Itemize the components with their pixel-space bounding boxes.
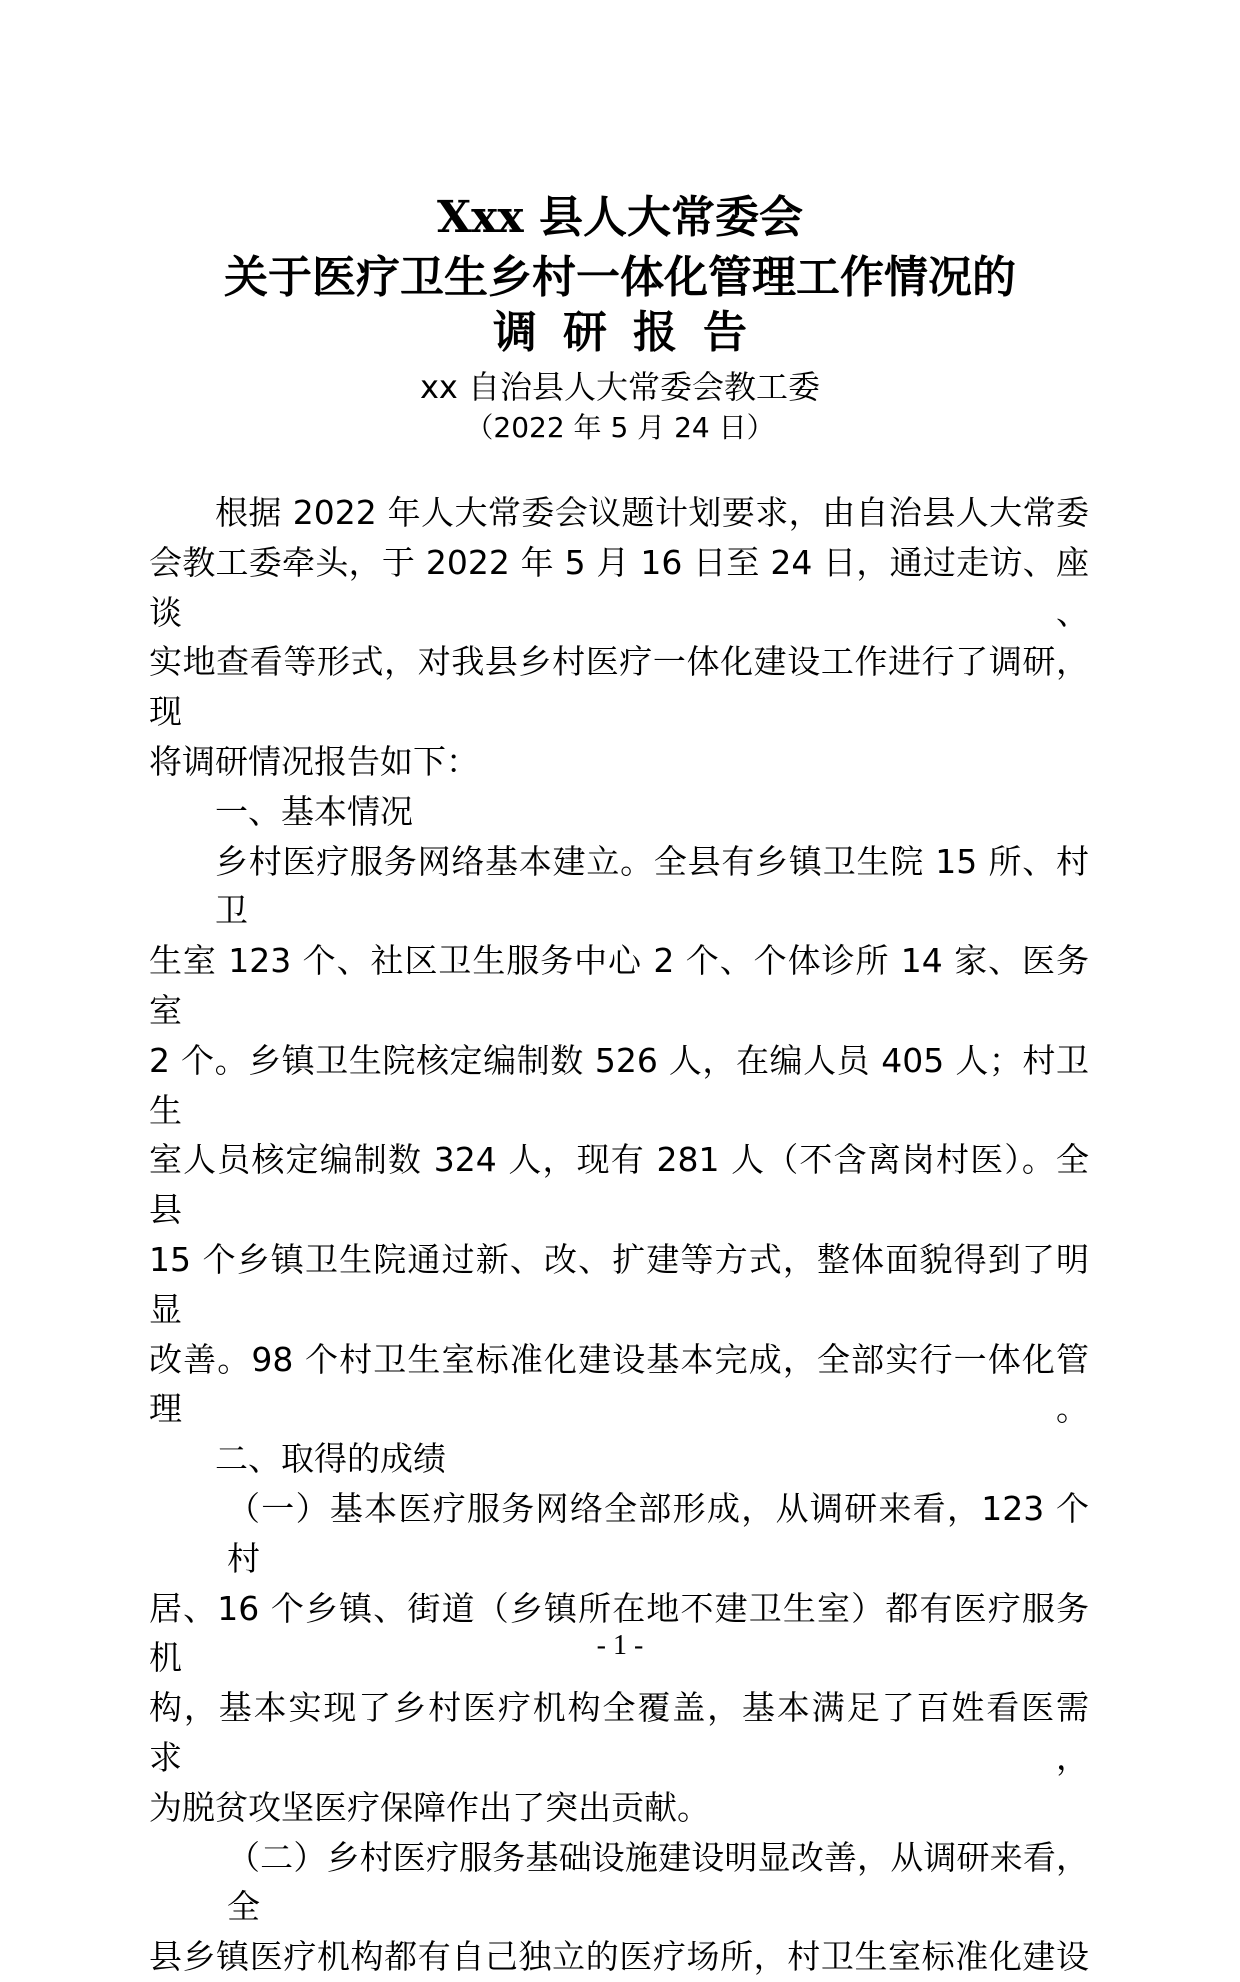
text-line: 乡村医疗服务网络基本建立。全县有乡镇卫生院 15 所、村卫 (215, 841, 1089, 931)
report-date: （2022 年 5 月 24 日） (465, 411, 775, 444)
text-line: 15 个乡镇卫生院通过新、改、扩建等方式，整体面貌得到了明显 (149, 1239, 1089, 1329)
section-heading-1: 一、基本情况 (215, 791, 413, 831)
text-line: 实地查看等形式，对我县乡村医疗一体化建设工作进行了调研，现 (149, 642, 1089, 732)
paragraph-intro (149, 488, 1089, 787)
text-line: 为脱贫攻坚医疗保障作出了突出贡献。 (149, 1787, 710, 1827)
section-heading-2: 二、取得的成绩 (215, 1439, 446, 1479)
text-line: 县乡镇医疗机构都有自己独立的医疗场所，村卫生室标准化建设 (149, 1937, 1089, 1977)
paragraph-basic-situation (149, 837, 1089, 1435)
text-line: （二）乡村医疗服务基础设施建设明显改善，从调研来看，全 (227, 1837, 1089, 1927)
issuer: xx 自治县人大常委会教工委 (419, 368, 821, 406)
text-line: 根据 2022 年人大常委会议题计划要求，由自治县人大常委 (215, 493, 1089, 532)
text-line: 会教工委牵头，于 2022 年 5 月 16 日至 24 日，通过走访、座谈、 (149, 542, 1089, 632)
title-line-3: 调研报告 (493, 307, 773, 358)
text-line: （一）基本医疗服务网络全部形成，从调研来看，123 个村 (227, 1488, 1089, 1578)
title-line-2: 关于医疗卫生乡村一体化管理工作情况的 (224, 252, 1016, 303)
page-number: - 1 - (596, 1630, 644, 1661)
text-line: 室人员核定编制数 324 人，现有 281 人（不含离岗村医）。全县 (149, 1140, 1089, 1230)
paragraph-achievement-2 (149, 1833, 1089, 1982)
text-line: 构，基本实现了乡村医疗机构全覆盖，基本满足了百姓看医需求， (149, 1688, 1089, 1777)
title-line-1: Xxx 县人大常委会 (437, 192, 803, 243)
text-line: 将调研情况报告如下： (149, 741, 479, 781)
document-body (149, 488, 1089, 1982)
text-line: 改善。98 个村卫生室标准化建设基本完成，全部实行一体化管理。 (149, 1339, 1089, 1429)
text-line: 生室 123 个、社区卫生服务中心 2 个、个体诊所 14 家、医务室 (149, 941, 1089, 1030)
text-line: 居、16 个乡镇、街道（乡镇所在地不建卫生室）都有医疗服务机 (149, 1588, 1089, 1678)
text-line: 2 个。乡镇卫生院核定编制数 526 人，在编人员 405 人；村卫生 (149, 1040, 1089, 1130)
